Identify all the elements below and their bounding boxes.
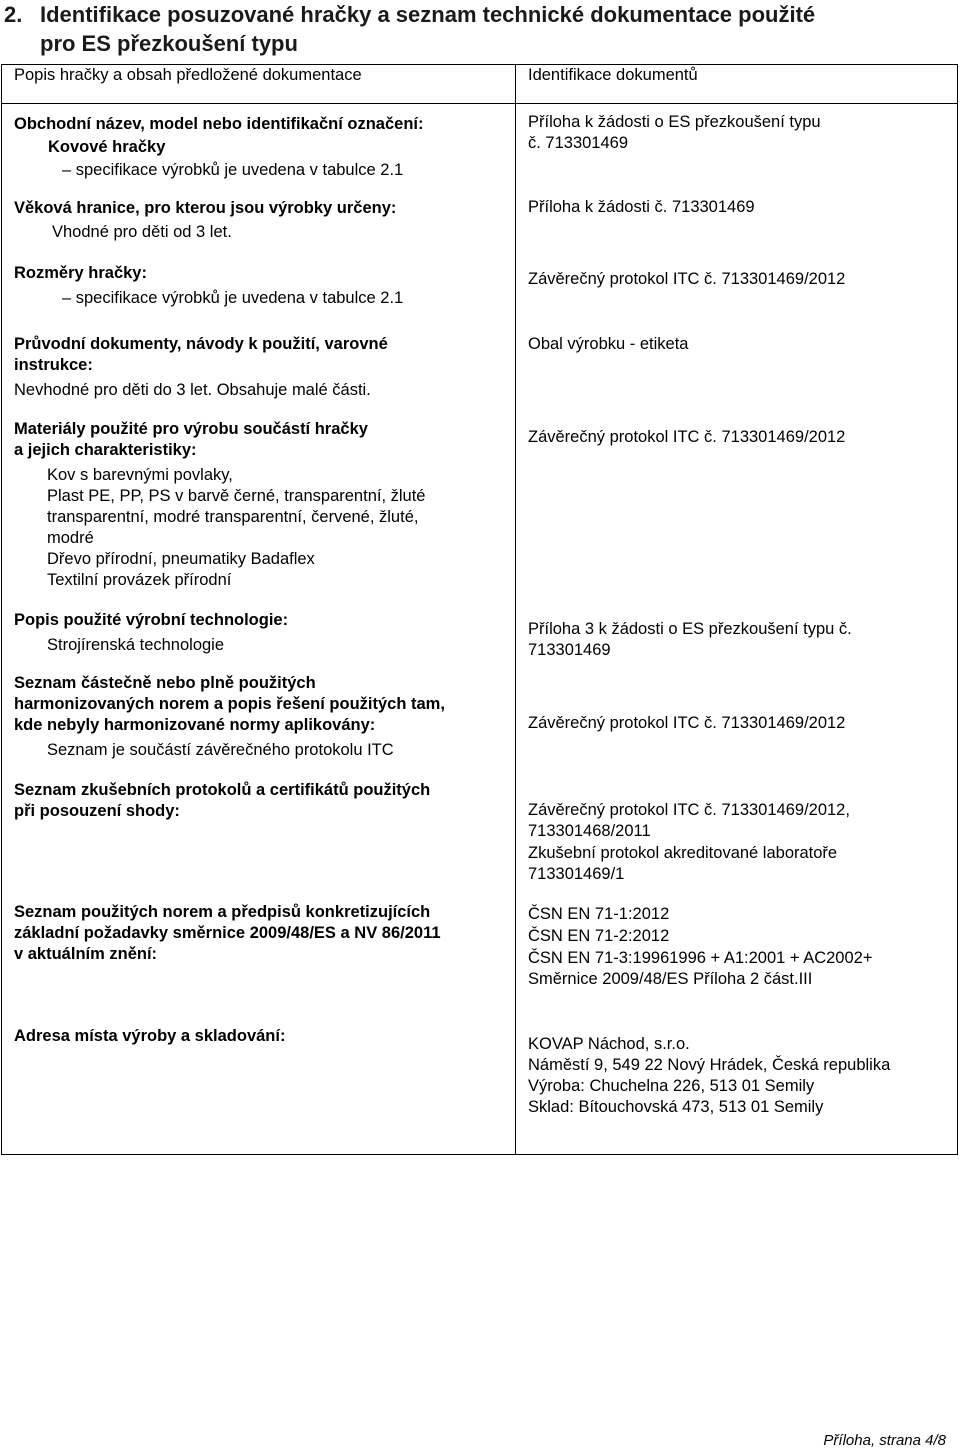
documentation-table xyxy=(1,64,958,1155)
section-heading xyxy=(4,0,944,58)
doc-ref-8d: 713301469/1 xyxy=(528,865,625,883)
doc-ref-6b: 713301469 xyxy=(528,641,611,659)
right-content-cell xyxy=(516,104,958,1155)
trade-name-value: Kovové hračky xyxy=(48,138,166,156)
accompanying-docs-value: Nevhodné pro děti do 3 let. Obsahuje malé části. xyxy=(14,381,371,399)
page-footer: Příloha, strana 4/8 xyxy=(823,1432,946,1449)
accompanying-docs-label-2: instrukce: xyxy=(14,356,93,374)
doc-ref-3: Závěrečný protokol ITC č. 713301469/2012 xyxy=(528,270,846,288)
doc-ref-9b: ČSN EN 71-2:2012 xyxy=(528,927,670,945)
technology-label: Popis použité výrobní technologie: xyxy=(14,611,289,629)
doc-ref-4: Obal výrobku - etiketa xyxy=(528,335,689,353)
materials-value-6: Textilní provázek přírodní xyxy=(47,571,232,589)
materials-label-1: Materiály použité pro výrobu součástí hračky xyxy=(14,420,368,438)
harmonized-standards-label-3: kde nebyly harmonizované normy aplikovány: xyxy=(14,716,376,734)
materials-value-3: transparentní, modré transparentní, červené, žluté, xyxy=(47,508,419,526)
materials-value-4: modré xyxy=(47,529,94,547)
table-row xyxy=(2,104,958,1155)
doc-ref-1b: č. 713301469 xyxy=(528,134,629,152)
address-hq: Náměstí 9, 549 22 Nový Hrádek, Česká republika xyxy=(528,1056,891,1074)
section-title-line2: pro ES přezkoušení typu xyxy=(40,31,298,56)
standards-regulations-label-2: základní požadavky směrnice 2009/48/ES a NV 86/2011 xyxy=(14,924,441,942)
materials-value-5: Dřevo přírodní, pneumatiky Badaflex xyxy=(47,550,315,568)
address-warehouse: Sklad: Bítouchovská 473, 513 01 Semily xyxy=(528,1098,824,1116)
left-content-cell xyxy=(2,104,516,1155)
doc-ref-8b: 713301468/2011 xyxy=(528,822,651,840)
address-production: Výroba: Chuchelna 226, 513 01 Semily xyxy=(528,1077,815,1095)
materials-label-2: a jejich charakteristiky: xyxy=(14,441,197,459)
standards-regulations-label-1: Seznam použitých norem a předpisů konkretizujících xyxy=(14,903,431,921)
col-right-header: Identifikace dokumentů xyxy=(516,65,958,104)
test-reports-label-2: při posouzení shody: xyxy=(14,802,180,820)
col-left-header: Popis hračky a obsah předložené dokumentace xyxy=(2,65,516,104)
doc-ref-9d: Směrnice 2009/48/ES Příloha 2 část.III xyxy=(528,970,813,988)
harmonized-standards-value: Seznam je součástí závěrečného protokolu ITC xyxy=(47,741,394,759)
doc-ref-7: Závěrečný protokol ITC č. 713301469/2012 xyxy=(528,714,846,732)
dimensions-label: Rozměry hračky: xyxy=(14,264,147,282)
address-company: KOVAP Náchod, s.r.o. xyxy=(528,1035,690,1053)
harmonized-standards-label-1: Seznam částečně nebo plně použitých xyxy=(14,674,316,692)
accompanying-docs-label-1: Průvodní dokumenty, návody k použití, varovné xyxy=(14,335,388,353)
section-number: 2. xyxy=(4,2,23,27)
address-label: Adresa místa výroby a skladování: xyxy=(14,1027,286,1045)
test-reports-label-1: Seznam zkušebních protokolů a certifikátů použitých xyxy=(14,781,431,799)
doc-ref-5: Závěrečný protokol ITC č. 713301469/2012 xyxy=(528,428,846,446)
doc-ref-6a: Příloha 3 k žádosti o ES přezkoušení typu č. xyxy=(528,620,852,638)
materials-value-1: Kov s barevnými povlaky, xyxy=(47,466,233,484)
trade-name-spec: – specifikace výrobků je uvedena v tabulce 2.1 xyxy=(62,161,404,179)
technology-value: Strojírenská technologie xyxy=(47,636,225,654)
doc-ref-8a: Závěrečný protokol ITC č. 713301469/2012, xyxy=(528,801,850,819)
age-limit-label: Věková hranice, pro kterou jsou výrobky určeny: xyxy=(14,199,397,217)
doc-ref-1a: Příloha k žádosti o ES přezkoušení typu xyxy=(528,113,821,131)
doc-ref-2: Příloha k žádosti č. 713301469 xyxy=(528,198,755,216)
age-limit-value: Vhodné pro děti od 3 let. xyxy=(52,223,232,241)
doc-ref-8c: Zkušební protokol akreditované laboratoře xyxy=(528,844,838,862)
materials-value-2: Plast PE, PP, PS v barvě černé, transparentní, žluté xyxy=(47,487,426,505)
trade-name-label: Obchodní název, model nebo identifikační označení: xyxy=(14,115,424,133)
harmonized-standards-label-2: harmonizovaných norem a popis řešení použitých tam, xyxy=(14,695,445,713)
standards-regulations-label-3: v aktuálním znění: xyxy=(14,945,158,963)
table-header-row xyxy=(2,65,958,104)
section-title-line1: Identifikace posuzované hračky a seznam technické dokumentace použité xyxy=(40,2,816,27)
doc-ref-9a: ČSN EN 71-1:2012 xyxy=(528,905,670,923)
doc-ref-9c: ČSN EN 71-3:19961996 + A1:2001 + AC2002+ xyxy=(528,949,873,967)
dimensions-value: – specifikace výrobků je uvedena v tabulce 2.1 xyxy=(62,289,404,307)
